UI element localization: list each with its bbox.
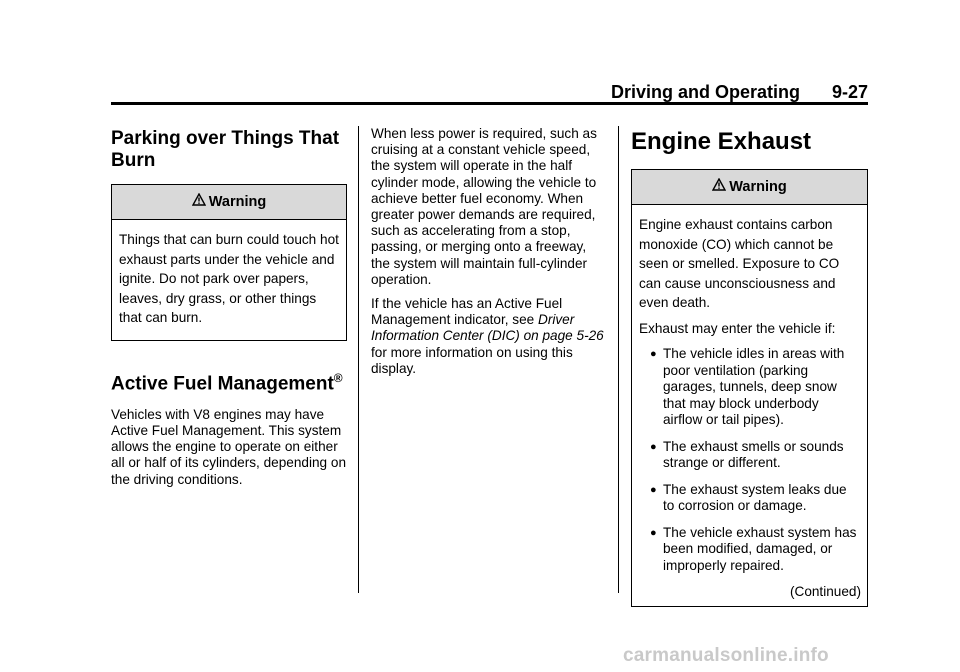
- warning-body: [632, 205, 867, 606]
- engine-exhaust-heading: Engine Exhaust: [631, 128, 812, 155]
- bullet-text: The exhaust system leaks due to corrosion or damage.: [663, 481, 847, 513]
- list-item: [647, 346, 861, 429]
- column-divider-left: [358, 126, 359, 593]
- bullet-text: The vehicle exhaust system has been modified, damaged, or improperly repaired.: [663, 524, 857, 573]
- dic-cross-reference-link[interactable]: Driver Information Center (DIC) on page 5-26: [371, 312, 604, 344]
- warning-label: Warning: [208, 194, 267, 210]
- exhaust-bullet-list: [639, 346, 861, 574]
- parking-heading: Parking over Things That Burn: [111, 128, 340, 171]
- warning-header: [112, 185, 346, 220]
- bullet-text: The vehicle idles in areas with poor ventilation (parking garages, tunnels, deep snow that may block underbody airflow or tail pipes).: [663, 346, 845, 427]
- warning-text: Things that can burn could touch hot exhaust parts under the vehicle and ignite. Do not park over papers, leaves, dry grass, or other things that can burn.: [119, 232, 339, 325]
- continued-label: (Continued): [789, 584, 861, 599]
- list-item: [647, 525, 861, 575]
- para2-start: If the vehicle has an Active Fuel Management indicator, see: [371, 296, 563, 328]
- column-divider-right: [618, 126, 619, 593]
- column-left: [111, 118, 347, 496]
- afm-heading: [111, 367, 347, 395]
- registered-mark: ®: [333, 370, 343, 385]
- bullet-icon: ●: [650, 348, 657, 360]
- warning-header: [632, 170, 867, 205]
- header-rule: [111, 102, 868, 105]
- list-item: [647, 482, 861, 515]
- column-right: [631, 124, 868, 607]
- afm-paragraph: Vehicles with V8 engines may have Active Fuel Management. This system allows the engine to operate on either all or half of its cylinders, depending on the driving conditions.: [111, 406, 347, 487]
- bullet-icon: ●: [650, 483, 657, 496]
- warning-para-2: Exhaust may enter the vehicle if:: [639, 320, 836, 336]
- section-title: Driving and Operating: [610, 82, 800, 102]
- warning-triangle-icon: [712, 170, 726, 204]
- page-number: 9-27: [831, 82, 868, 102]
- warning-para-1: Engine exhaust contains carbon monoxide (CO) which cannot be seen or smelled. Exposure to CO can cause unconsciousness and even death.: [639, 217, 840, 310]
- bullet-icon: ●: [650, 440, 657, 453]
- exhaust-warning-box: [631, 169, 868, 607]
- afm-heading-text: Active Fuel Management: [111, 372, 334, 394]
- bullet-icon: ●: [650, 526, 657, 539]
- column-middle: [371, 126, 605, 385]
- list-item: [647, 439, 861, 472]
- warning-triangle-icon: [192, 185, 206, 219]
- bullet-text: The exhaust smells or sounds strange or different.: [663, 438, 844, 470]
- parking-warning-box: [111, 184, 347, 341]
- warning-label: Warning: [729, 179, 787, 195]
- afm-paragraph-2: When less power is required, such as cruising at a constant vehicle speed, the system will operate in the half cylinder mode, allowing the vehicle to achieve better fuel economy. When greater power demands are required, such as accelerating from a stop, passing, or merging onto a freeway, the system will maintain full-cylinder operation.: [371, 126, 597, 287]
- para2-end: for more information on using this display.: [371, 344, 573, 376]
- afm-paragraph-3: [371, 296, 605, 377]
- watermark: carmanualsonline.info: [623, 645, 829, 666]
- warning-body: [112, 220, 346, 340]
